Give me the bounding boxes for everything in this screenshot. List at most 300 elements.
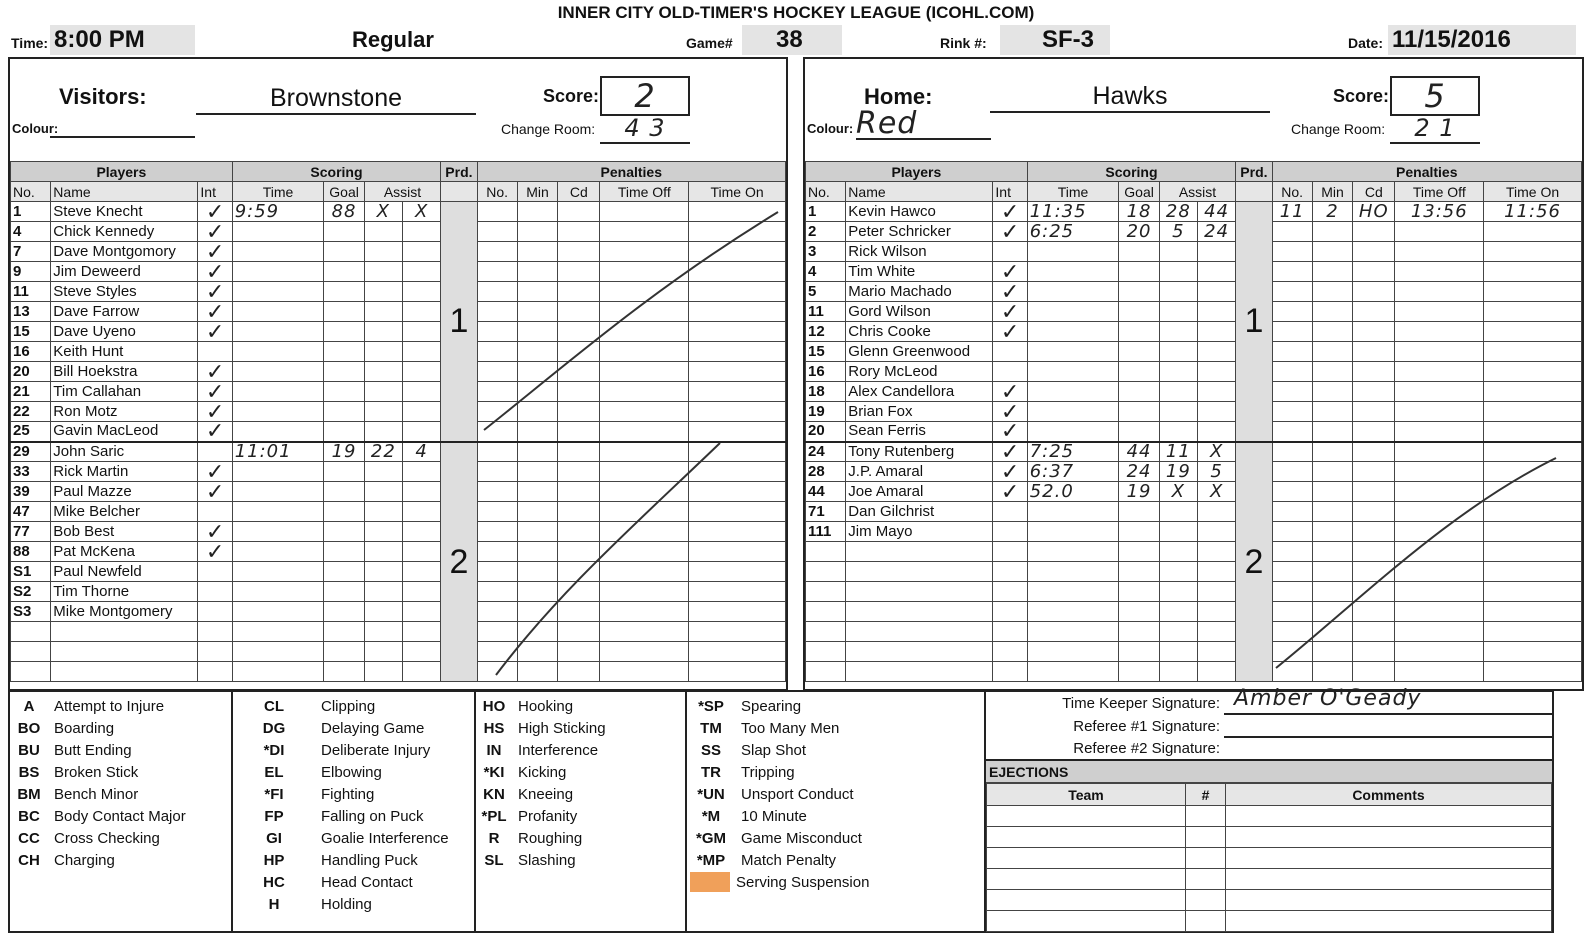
penalty-time-on: 11:56 — [1484, 202, 1582, 222]
player-number: 13 — [11, 302, 51, 322]
visitors-col-cd: Cd — [558, 182, 600, 202]
visitors-col-int: Int — [198, 182, 232, 202]
ejections-title: EJECTIONS — [986, 761, 1552, 783]
legend-code: BC — [18, 807, 40, 825]
player-number: 77 — [11, 522, 51, 542]
legend-desc: Too Many Men — [741, 719, 840, 737]
ejection-cell[interactable] — [1226, 890, 1552, 911]
visitors-period-header: Prd. — [441, 162, 477, 182]
assist-1: 11 — [1159, 442, 1197, 462]
ejections-table — [986, 783, 1552, 932]
player-number: 71 — [806, 502, 846, 522]
player-number: 16 — [11, 342, 51, 362]
penalty-code: HO — [1353, 202, 1395, 222]
legend-code: SS — [700, 741, 721, 759]
home-penalties-header: Penalties — [1272, 162, 1581, 182]
time-label: Time: — [11, 35, 49, 51]
legend-item — [233, 849, 474, 871]
player-name: Tim Callahan — [51, 382, 198, 402]
goal-scorer: 19 — [324, 442, 364, 462]
player-name: Paul Mazze — [51, 482, 198, 502]
checkmark-icon: ✓ — [198, 362, 232, 382]
ejection-cell[interactable] — [1186, 827, 1226, 848]
legend-item — [233, 695, 474, 717]
player-number: 29 — [11, 442, 51, 462]
goal-scorer: 18 — [1119, 202, 1159, 222]
player-number: 25 — [11, 422, 51, 442]
player-number: 22 — [11, 402, 51, 422]
player-name: Chick Kennedy — [51, 222, 198, 242]
goal-scorer: 20 — [1119, 222, 1159, 242]
legend-col-3 — [476, 692, 687, 931]
ejection-cell[interactable] — [1226, 869, 1552, 890]
player-name: Joe Amaral — [846, 482, 993, 502]
referee1-signature[interactable] — [1224, 715, 1552, 738]
legend-desc: Profanity — [518, 807, 578, 825]
legend-item — [476, 849, 685, 871]
player-number: 28 — [806, 462, 846, 482]
visitors-col-time: Time — [232, 182, 324, 202]
goal-time: 9:59 — [232, 202, 324, 222]
visitors-room-value: 4 3 — [600, 114, 690, 144]
player-name: Alex Candellora — [846, 382, 993, 402]
player-number: 11 — [11, 282, 51, 302]
legend-code: BM — [17, 785, 41, 803]
legend-desc: Delaying Game — [321, 719, 425, 737]
player-name: Dan Gilchrist — [846, 502, 993, 522]
checkmark-icon: ✓ — [198, 222, 232, 242]
player-number: S3 — [11, 602, 51, 622]
player-name: Steve Styles — [51, 282, 198, 302]
ejection-cell[interactable] — [1186, 890, 1226, 911]
player-name: Chris Cooke — [846, 322, 993, 342]
visitors-scoring-header: Scoring — [232, 162, 441, 182]
legend-item — [233, 893, 474, 915]
legend-code: TM — [700, 719, 722, 737]
legend-item — [687, 695, 984, 717]
ejection-cell[interactable] — [1186, 911, 1226, 932]
player-number: 11 — [806, 302, 846, 322]
assist-1: 19 — [1159, 462, 1197, 482]
ejection-cell[interactable] — [987, 869, 1186, 890]
legend-item — [476, 695, 685, 717]
legend-item — [233, 739, 474, 761]
legend-desc: Slashing — [518, 851, 576, 869]
visitors-colour-label: Colour: — [12, 121, 59, 136]
player-name: Gavin MacLeod — [51, 422, 198, 442]
legend-item — [233, 827, 474, 849]
legend-desc: Charging — [54, 851, 115, 869]
visitors-col-assist: Assist — [364, 182, 441, 202]
ejection-cell[interactable] — [987, 806, 1186, 827]
home-col-min: Min — [1312, 182, 1352, 202]
goal-scorer: 88 — [324, 202, 364, 222]
referee2-label: Referee #2 Signature: — [1073, 740, 1220, 757]
legend-code: H — [268, 895, 280, 913]
legend-item — [476, 739, 685, 761]
legend-item — [10, 761, 231, 783]
home-period-1: 1 — [1236, 202, 1272, 442]
ejection-cell[interactable] — [987, 911, 1186, 932]
timekeeper-signature-text: Amber O'Geady — [1234, 686, 1422, 711]
player-number: 111 — [806, 522, 846, 542]
player-name: Dave Montgomory — [51, 242, 198, 262]
legend-code: GI — [266, 829, 282, 847]
legend-code: A — [23, 697, 35, 715]
visitors-col-goal: Goal — [324, 182, 364, 202]
checkmark-icon: ✓ — [993, 402, 1027, 422]
player-name: Rick Wilson — [846, 242, 993, 262]
legend-desc: Holding — [321, 895, 372, 913]
player-name: Tony Rutenberg — [846, 442, 993, 462]
visitors-label: Visitors: — [59, 84, 147, 109]
player-name: Keith Hunt — [51, 342, 198, 362]
assist-1: X — [364, 202, 402, 222]
ejection-cell[interactable] — [1186, 806, 1226, 827]
checkmark-icon: ✓ — [993, 302, 1027, 322]
checkmark-icon: ✓ — [993, 462, 1027, 482]
goal-time: 52.0 — [1027, 482, 1119, 502]
visitors-col-no: No. — [11, 182, 51, 202]
visitors-col-time-off: Time Off — [600, 182, 689, 202]
legend-item — [233, 761, 474, 783]
checkmark-icon: ✓ — [993, 422, 1027, 442]
legend-desc: Fighting — [321, 785, 375, 803]
player-name: Glenn Greenwood — [846, 342, 993, 362]
home-col-no: No. — [806, 182, 846, 202]
home-col-int: Int — [993, 182, 1027, 202]
checkmark-icon: ✓ — [198, 462, 232, 482]
legend-code: *M — [701, 807, 721, 825]
visitors-room-label: Change Room: — [501, 121, 596, 137]
legend-item — [687, 849, 984, 871]
legend-item — [476, 827, 685, 849]
assist-2: X — [402, 202, 440, 222]
home-label: Home: — [864, 84, 933, 109]
legend-item — [687, 761, 984, 783]
legend-item — [476, 761, 685, 783]
home-col-time-off: Time Off — [1395, 182, 1484, 202]
ejections-team-header: Team — [987, 784, 1186, 806]
ejections-comments-header: Comments — [1226, 784, 1552, 806]
player-name: Tim Thorne — [51, 582, 198, 602]
checkmark-icon: ✓ — [198, 482, 232, 502]
legend-desc: Kneeing — [518, 785, 574, 803]
legend-code: HP — [263, 851, 285, 869]
rink-label: Rink #: — [940, 35, 987, 51]
legend-item — [10, 739, 231, 761]
checkmark-icon: ✓ — [198, 522, 232, 542]
player-number: 9 — [11, 262, 51, 282]
ejection-row — [987, 869, 1552, 890]
player-number: S1 — [11, 562, 51, 582]
player-number: 7 — [11, 242, 51, 262]
player-name: Pat McKena — [51, 542, 198, 562]
home-col-assist: Assist — [1159, 182, 1236, 202]
player-number: 16 — [806, 362, 846, 382]
home-col-time-on: Time On — [1484, 182, 1582, 202]
checkmark-icon: ✓ — [198, 282, 232, 302]
assist-2: 5 — [1197, 462, 1235, 482]
home-scoring-header: Scoring — [1027, 162, 1236, 182]
legend-item — [687, 871, 984, 893]
legend-code: TR — [701, 763, 721, 781]
legend-item — [10, 695, 231, 717]
legend-col-1 — [10, 692, 233, 931]
checkmark-icon: ✓ — [198, 422, 232, 442]
legend-code: *MP — [696, 851, 726, 869]
home-colour-label: Colour: — [807, 121, 854, 136]
legend-desc: Butt Ending — [54, 741, 132, 759]
checkmark-icon: ✓ — [993, 442, 1027, 462]
legend-code: *SP — [698, 697, 724, 715]
legend-col-4 — [687, 692, 986, 931]
player-number: 44 — [806, 482, 846, 502]
player-number: 19 — [806, 402, 846, 422]
legend-desc: Cross Checking — [54, 829, 160, 847]
home-period-2: 2 — [1236, 442, 1272, 682]
legend-desc: Body Contact Major — [54, 807, 186, 825]
assist-2: X — [1197, 482, 1235, 502]
goal-time: 7:25 — [1027, 442, 1119, 462]
legend-desc: Hooking — [518, 697, 574, 715]
player-number: 15 — [11, 322, 51, 342]
visitors-col-pen-no: No. — [477, 182, 517, 202]
checkmark-icon: ✓ — [198, 382, 232, 402]
home-room-label: Change Room: — [1291, 121, 1386, 137]
date-label: Date: — [1348, 35, 1384, 51]
legend-desc: Tripping — [741, 763, 795, 781]
home-col-time: Time — [1027, 182, 1119, 202]
league-title: INNER CITY OLD-TIMER'S HOCKEY LEAGUE (ICOHL.COM) — [557, 3, 1035, 22]
legend-desc: Deliberate Injury — [321, 741, 431, 759]
legend-item — [233, 717, 474, 739]
legend-code: FP — [264, 807, 284, 825]
checkmark-icon: ✓ — [198, 302, 232, 322]
home-col-pen-no: No. — [1272, 182, 1312, 202]
game-label: Game# — [686, 35, 733, 51]
ejection-cell[interactable] — [1226, 827, 1552, 848]
assist-2: 4 — [402, 442, 440, 462]
ejection-row — [987, 827, 1552, 848]
legend-code: CL — [264, 697, 284, 715]
goal-scorer: 19 — [1119, 482, 1159, 502]
player-name: Kevin Hawco — [846, 202, 993, 222]
player-number: 21 — [11, 382, 51, 402]
home-team-name: Hawks — [990, 82, 1270, 113]
home-colour-value: Red — [856, 106, 991, 140]
legend-desc: Goalie Interference — [321, 829, 449, 847]
ejection-cell[interactable] — [1186, 869, 1226, 890]
checkmark-icon: ✓ — [198, 542, 232, 562]
referee2-signature[interactable] — [1224, 738, 1552, 759]
ejection-cell[interactable] — [1226, 848, 1552, 869]
player-name: Gord Wilson — [846, 302, 993, 322]
checkmark-icon: ✓ — [993, 222, 1027, 242]
ejection-cell[interactable] — [1226, 911, 1552, 932]
referee1-row — [986, 715, 1552, 738]
player-number: S2 — [11, 582, 51, 602]
assist-1: 28 — [1159, 202, 1197, 222]
legend-item — [687, 783, 984, 805]
assist-2: X — [1197, 442, 1235, 462]
player-number: 18 — [806, 382, 846, 402]
ejection-row — [987, 890, 1552, 911]
legend-item — [687, 739, 984, 761]
assist-2: 24 — [1197, 222, 1235, 242]
visitors-period-2: 2 — [441, 442, 477, 682]
legend-code: EL — [264, 763, 284, 781]
legend-code: HO — [482, 697, 506, 715]
home-score-label: Score: — [1333, 86, 1390, 106]
legend-desc: Interference — [518, 741, 599, 759]
legend-desc: Spearing — [741, 697, 802, 715]
player-name: Jim Mayo — [846, 522, 993, 542]
visitors-team-name: Brownstone — [196, 84, 476, 115]
home-players-header: Players — [806, 162, 1028, 182]
checkmark-icon: ✓ — [198, 202, 232, 222]
penalty-legend — [8, 686, 1554, 933]
player-number: 15 — [806, 342, 846, 362]
time-value: 8:00 PM — [50, 25, 195, 55]
checkmark-icon: ✓ — [993, 322, 1027, 342]
player-name: John Saric — [51, 442, 198, 462]
legend-desc: Kicking — [518, 763, 567, 781]
checkmark-icon: ✓ — [198, 402, 232, 422]
ejection-cell[interactable] — [987, 827, 1186, 848]
legend-code: IN — [486, 741, 502, 759]
legend-desc: Unsport Conduct — [741, 785, 854, 803]
player-number: 20 — [11, 362, 51, 382]
legend-desc: Broken Stick — [54, 763, 139, 781]
legend-code: BO — [17, 719, 41, 737]
player-name: J.P. Amaral — [846, 462, 993, 482]
goal-time: 6:25 — [1027, 222, 1119, 242]
assist-1: X — [1159, 482, 1197, 502]
legend-code: HS — [483, 719, 505, 737]
legend-item — [687, 827, 984, 849]
visitors-players-header: Players — [11, 162, 233, 182]
legend-item — [687, 717, 984, 739]
assist-1: 5 — [1159, 222, 1197, 242]
player-name: Mario Machado — [846, 282, 993, 302]
visitors-penalties-header: Penalties — [477, 162, 785, 182]
player-number: 47 — [11, 502, 51, 522]
signature-area — [986, 686, 1552, 932]
legend-col-2 — [233, 692, 476, 931]
player-name: Tim White — [846, 262, 993, 282]
legend-desc: Bench Minor — [54, 785, 139, 803]
ejection-cell[interactable] — [987, 890, 1186, 911]
legend-desc: Elbowing — [321, 763, 382, 781]
player-number: 88 — [11, 542, 51, 562]
home-col-name: Name — [846, 182, 993, 202]
legend-code: CH — [18, 851, 40, 869]
game-type: Regular — [352, 27, 434, 52]
checkmark-icon: ✓ — [993, 482, 1027, 502]
goal-time: 6:37 — [1027, 462, 1119, 482]
player-name: Mike Belcher — [51, 502, 198, 522]
visitors-period-1: 1 — [441, 202, 477, 442]
legend-desc: Attempt to Injure — [54, 697, 165, 715]
referee2-row — [986, 738, 1552, 761]
ejection-cell[interactable] — [1186, 848, 1226, 869]
legend-item — [687, 805, 984, 827]
ejection-cell[interactable] — [1226, 806, 1552, 827]
player-name: Dave Farrow — [51, 302, 198, 322]
ejections-number-header: # — [1186, 784, 1226, 806]
penalty-time-off: 13:56 — [1395, 202, 1484, 222]
player-name: Dave Uyeno — [51, 322, 198, 342]
ejection-cell[interactable] — [987, 848, 1186, 869]
checkmark-icon: ✓ — [198, 262, 232, 282]
legend-code: HC — [263, 873, 285, 891]
legend-item — [10, 849, 231, 871]
home-col-goal: Goal — [1119, 182, 1159, 202]
player-name: Steve Knecht — [51, 202, 198, 222]
legend-code: *GM — [696, 829, 726, 847]
game-value: 38 — [742, 25, 842, 55]
legend-desc: Slap Shot — [741, 741, 807, 759]
legend-item — [10, 783, 231, 805]
home-room-value: 2 1 — [1390, 114, 1480, 144]
legend-desc: Boarding — [54, 719, 115, 737]
checkmark-icon: ✓ — [993, 282, 1027, 302]
legend-desc: Falling on Puck — [321, 807, 424, 825]
legend-item — [476, 717, 685, 739]
player-number: 4 — [806, 262, 846, 282]
player-name: Rory McLeod — [846, 362, 993, 382]
legend-code: BU — [18, 741, 40, 759]
player-name: Ron Motz — [51, 402, 198, 422]
legend-code: KN — [483, 785, 505, 803]
checkmark-icon: ✓ — [993, 382, 1027, 402]
referee1-label: Referee #1 Signature: — [1073, 718, 1220, 735]
visitors-score-value: 2 — [600, 76, 690, 116]
player-number: 2 — [806, 222, 846, 242]
checkmark-icon: ✓ — [993, 262, 1027, 282]
timekeeper-label: Time Keeper Signature: — [1062, 695, 1220, 712]
legend-code: BS — [18, 763, 40, 781]
goal-time: 11:01 — [232, 442, 324, 462]
home-score-value: 5 — [1390, 76, 1480, 116]
player-number: 4 — [11, 222, 51, 242]
player-number: 1 — [806, 202, 846, 222]
legend-item — [10, 827, 231, 849]
legend-item — [10, 805, 231, 827]
visitors-col-min: Min — [517, 182, 557, 202]
visitors-score-label: Score: — [543, 86, 600, 106]
player-number: 12 — [806, 322, 846, 342]
penalty-number: 11 — [1272, 202, 1312, 222]
legend-item — [476, 805, 685, 827]
checkmark-icon: ✓ — [198, 242, 232, 262]
legend-item — [10, 717, 231, 739]
player-name: Bill Hoekstra — [51, 362, 198, 382]
assist-2: 44 — [1197, 202, 1235, 222]
player-number: 5 — [806, 282, 846, 302]
legend-desc: Game Misconduct — [741, 829, 862, 847]
goal-scorer: 44 — [1119, 442, 1159, 462]
visitors-col-time-on: Time On — [689, 182, 786, 202]
legend-item — [233, 805, 474, 827]
legend-code: SL — [484, 851, 504, 869]
legend-desc: Head Contact — [321, 873, 413, 891]
legend-desc: Serving Suspension — [736, 873, 870, 891]
legend-item — [476, 783, 685, 805]
player-number: 39 — [11, 482, 51, 502]
rink-value: SF-3 — [1000, 25, 1110, 55]
